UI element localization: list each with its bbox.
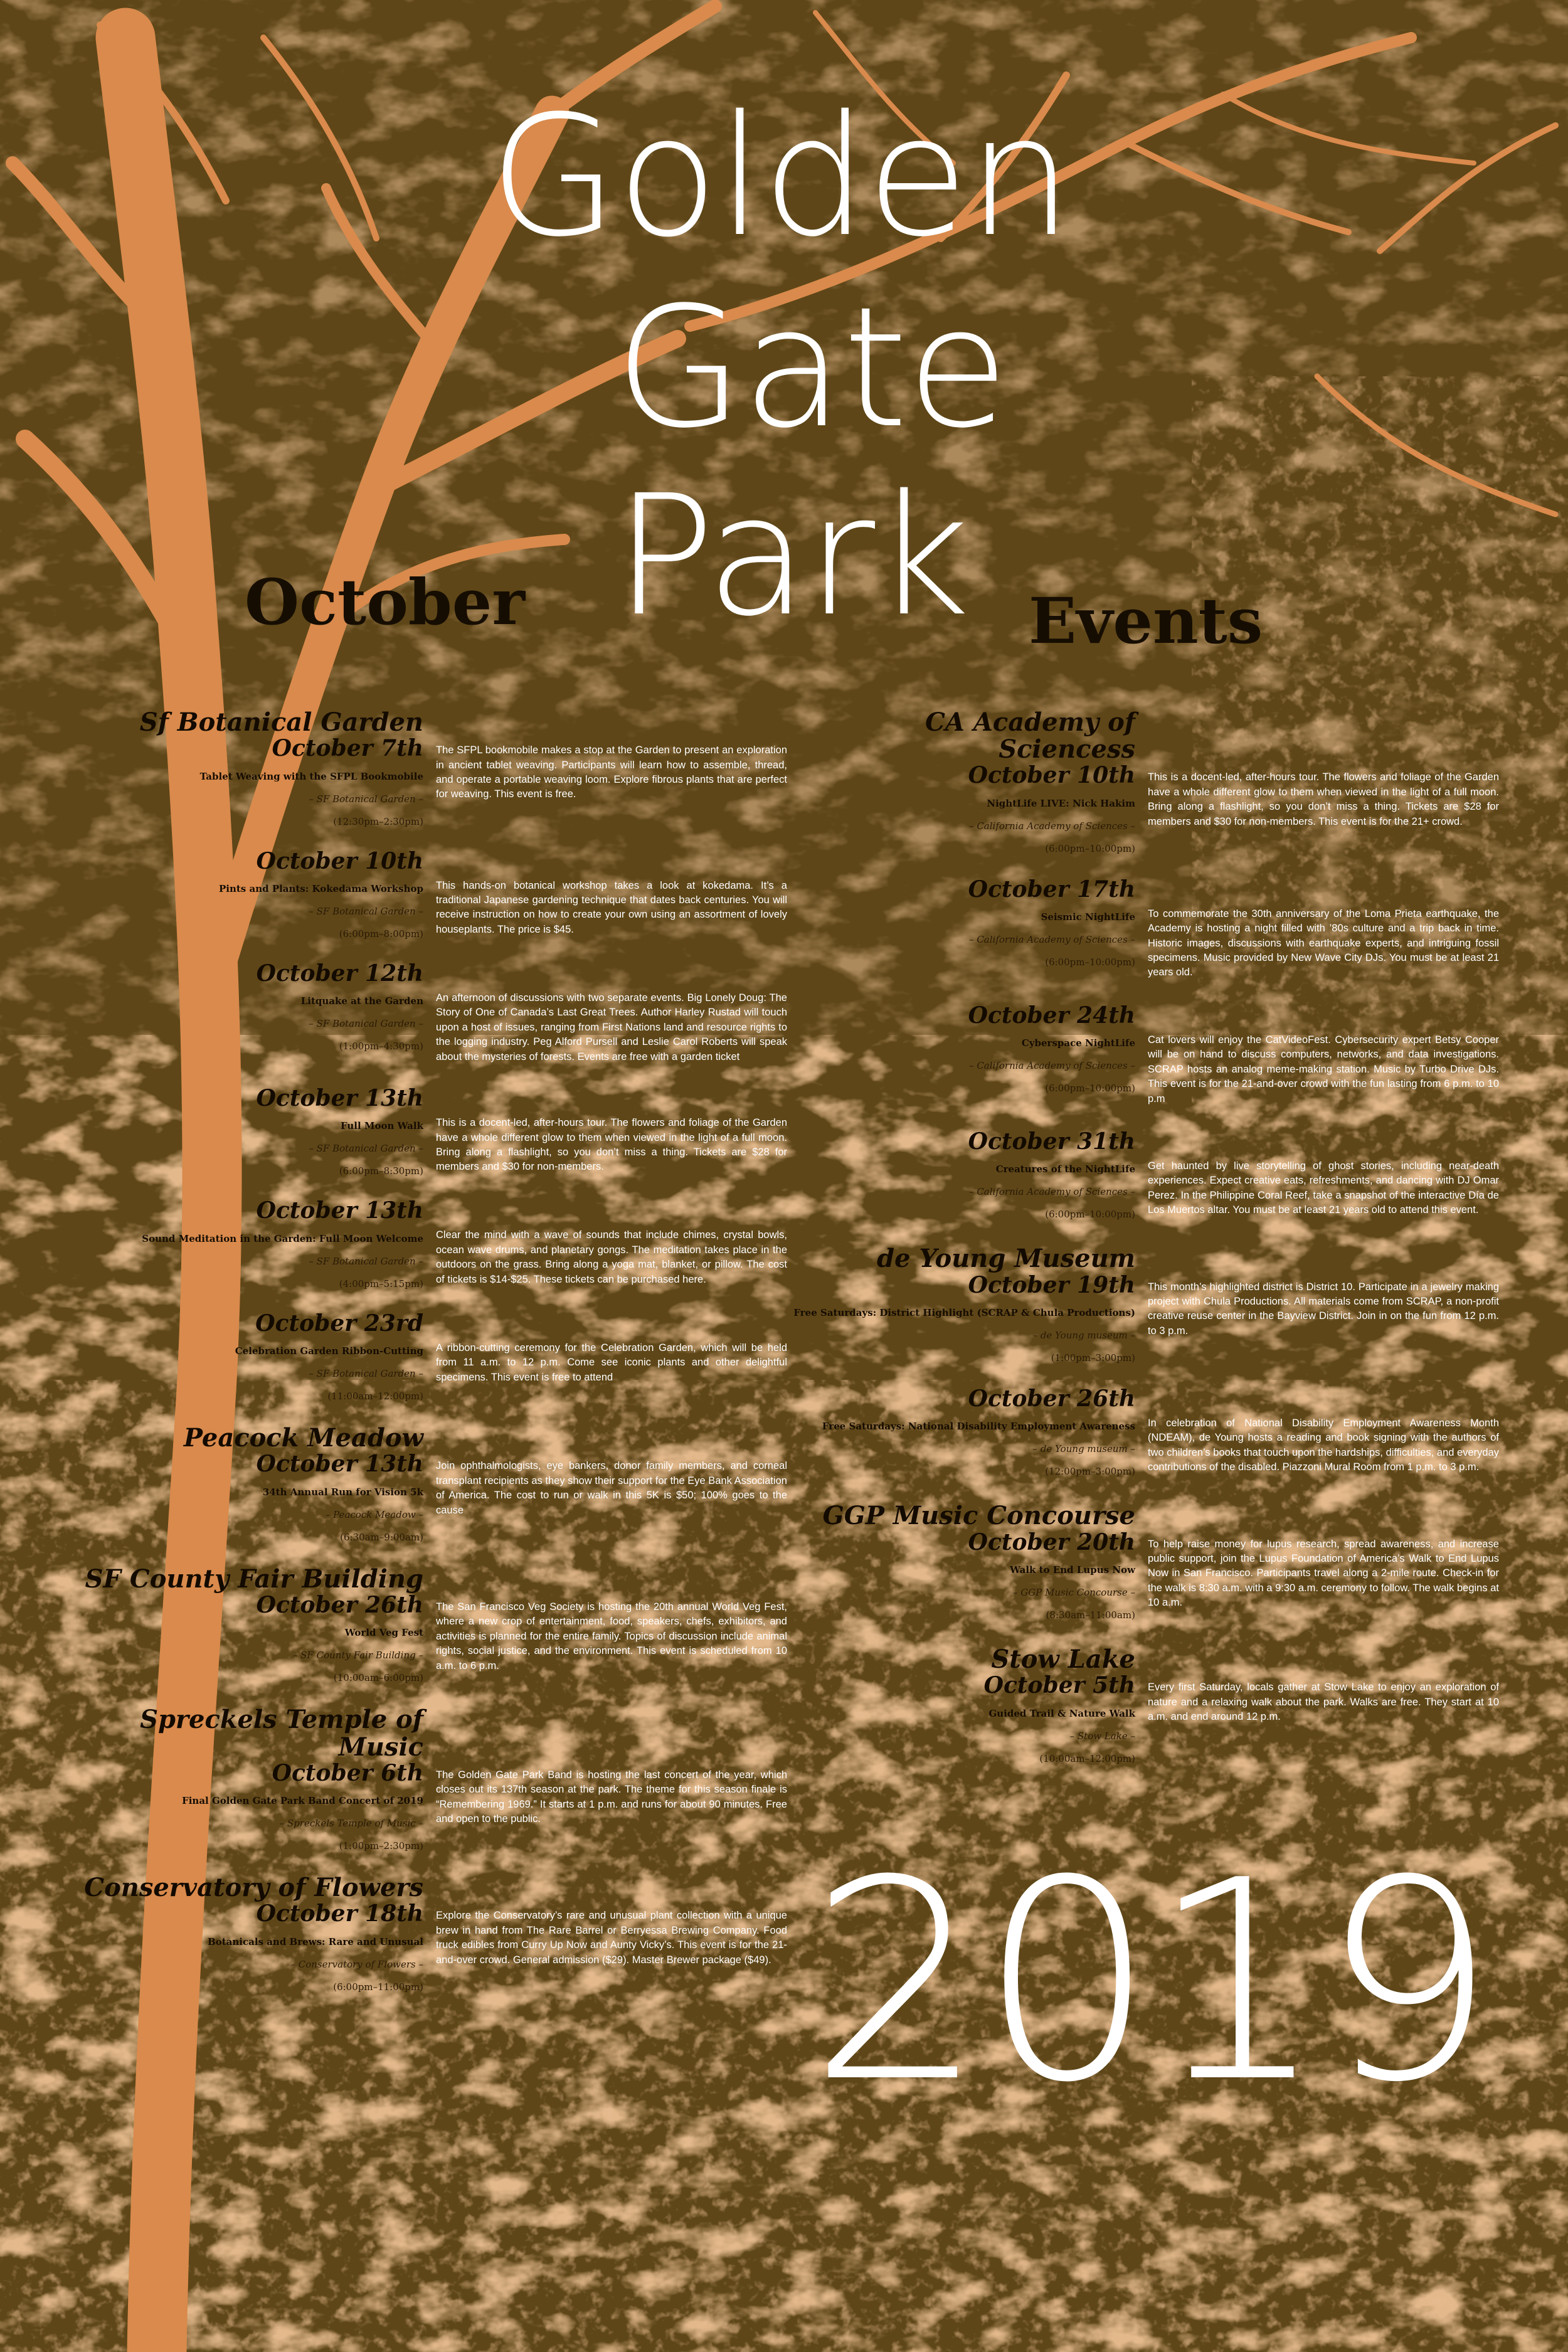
- venue-heading: CA Academy of Sciencess: [925, 707, 1135, 765]
- event-location: – California Academy of Sciences –: [969, 1060, 1135, 1072]
- event-name: Cyberspace NightLife: [1021, 1037, 1135, 1049]
- event-description: This month’s highlighted district is District 10. Participate in a jewelry making project with Chula Productions. All materials come from SCRAP, a non-profit creative reuse center in the Bayview District. Join in on the fun from 12 p.m. to 3 p.m.: [1148, 1281, 1499, 1337]
- year: 2019: [809, 1821, 1491, 2143]
- event-meta: [784, 1273, 1135, 1364]
- event-name: Celebration Garden Ribbon-Cutting: [235, 1345, 423, 1357]
- event-meta: [63, 961, 423, 1052]
- event-location: – SF Botanical Garden –: [309, 1018, 423, 1030]
- left-event-column: [63, 709, 790, 1993]
- event-entry: [784, 1003, 1505, 1106]
- event-name: 34th Annual Run for Vision 5k: [262, 1486, 423, 1498]
- event-entry: [63, 1311, 790, 1402]
- event-meta: [63, 1761, 423, 1851]
- event-time: (12:00pm–3:00pm): [1045, 1466, 1135, 1478]
- event-meta: [63, 849, 423, 940]
- event-entry: [63, 1901, 790, 1992]
- event-entry: [784, 1273, 1505, 1364]
- event-description: To commemorate the 30th anniversary of the Loma Prieta earthquake, the Academy is hosting a night filled with ’80s culture and a trip back in time. Historic images, discussions with earthquake experts, and intriguing fossil specimens. Music provided by New Wave City DJs. You must be at least 21 years old.: [1148, 908, 1499, 978]
- event-time: (6:00pm–10:00pm): [1045, 1209, 1135, 1221]
- subtitle-october: October: [245, 565, 526, 639]
- event-entry: [784, 877, 1505, 980]
- event-name: Free Saturdays: District Highlight (SCRAP & Chula Productions): [793, 1306, 1135, 1318]
- event-name: Full Moon Walk: [340, 1120, 423, 1132]
- event-time: (6:00pm–8:30pm): [339, 1165, 423, 1177]
- event-description: The San Francisco Veg Society is hosting the 20th annual World Veg Fest, where a new crop of entertainment, food, speakers, chefs, exhibitors, and activities is planned for the entire family. Topics of discussion include animal rights, social justice, and the environment. This event is scheduled from 10 a.m. to 6 p.m.: [436, 1601, 787, 1671]
- event-date: October 13th: [256, 1085, 423, 1112]
- event-date: October 18th: [256, 1900, 423, 1927]
- event-entry: [63, 736, 790, 827]
- event-description: This is a docent-led, after-hours tour. The flowers and foliage of the Garden have a whole different glow to them when viewed in the light of a full moon. Bring along a flashlight, so you don’t miss a thing. Tickets are $28 for members and $30 for non-members.: [436, 1117, 787, 1173]
- venue-heading: Sf Botanical Garden: [139, 707, 423, 737]
- event-date: October 13th: [256, 1451, 423, 1478]
- subtitle-events: Events: [1029, 584, 1263, 658]
- event-location: – California Academy of Sciences –: [969, 934, 1135, 946]
- event-description: Clear the mind with a wave of sounds that include chimes, crystal bowls, ocean wave drums, and planetary gongs. The meditation takes place in the outdoors on the grass. Bring along a yoga mat, blanket, or pillow. The cost of tickets is $14-$25. These tickets can be purchased here.: [436, 1229, 787, 1285]
- right-event-column: [784, 709, 1505, 1764]
- event-entry: [784, 1530, 1505, 1621]
- event-meta: [63, 1311, 423, 1402]
- event-name: Botanicals and Brews: Rare and Unusual: [208, 1936, 423, 1947]
- venue-section: [784, 1502, 1505, 1621]
- event-meta: [63, 1451, 423, 1542]
- event-description: Explore the Conservatory’s rare and unusual plant collection with a unique brew in hand from The Rare Barrel or Berryessa Brewing Company. Food truck edibles from Curry Up Now and Aunty Vicky’s. This event is for the 21-and-over crowd. General admission ($29). Master Brewer package ($49).: [436, 1910, 787, 1966]
- event-meta: [63, 736, 423, 827]
- venue-heading: Conservatory of Flowers: [84, 1873, 423, 1903]
- event-meta: [63, 1592, 423, 1683]
- event-location: – Peacock Meadow –: [325, 1508, 423, 1520]
- venue-section: [63, 1874, 790, 1993]
- event-date: October 13th: [256, 1197, 423, 1224]
- venue-heading: Stow Lake: [991, 1644, 1135, 1674]
- venue-heading: Peacock Meadow: [183, 1423, 423, 1453]
- event-date: October 24th: [968, 1002, 1135, 1029]
- event-location: – de Young museum –: [1032, 1329, 1135, 1341]
- event-meta: [63, 1086, 423, 1177]
- event-entry: [63, 1086, 790, 1177]
- event-location: – SF Botanical Garden –: [309, 1143, 423, 1155]
- event-time: (1:00pm–3:00pm): [1051, 1352, 1135, 1364]
- event-description: Cat lovers will enjoy the CatVideoFest. Cybersecurity expert Betsy Cooper will be on hand to discuss computers, networks, and data investigations. SCRAP hosts an analog meme-making station. Music by Turbo Drive DJs. This event is for the 21-and-over crowd with the fun lasting from 6 p.m. to 10 p.m: [1148, 1034, 1499, 1104]
- venue-section: [784, 709, 1505, 1220]
- event-date: October 26th: [968, 1385, 1135, 1412]
- event-meta: [63, 1198, 423, 1289]
- title-park: Park: [615, 460, 969, 653]
- event-name: World Veg Fest: [344, 1627, 423, 1639]
- event-date: October 26th: [256, 1592, 423, 1619]
- venue-heading: SF County Fair Building: [85, 1564, 423, 1594]
- event-name: NightLife LIVE: Nick Hakim: [987, 797, 1135, 809]
- event-date: October 12th: [256, 960, 423, 987]
- event-date: October 10th: [256, 847, 423, 874]
- venue-section: [784, 1245, 1505, 1477]
- event-date: October 20th: [968, 1528, 1135, 1555]
- event-time: (6:00pm–8:00pm): [339, 928, 423, 940]
- event-entry: [63, 849, 790, 940]
- event-location: – California Academy of Sciences –: [969, 1186, 1135, 1198]
- event-location: – California Academy of Sciences –: [969, 820, 1135, 832]
- event-time: (11:00am–12:00pm): [327, 1391, 423, 1402]
- event-entry: [63, 1592, 790, 1683]
- event-name: Creatures of the NightLife: [995, 1163, 1135, 1175]
- venue-section: [784, 1646, 1505, 1764]
- event-time: (6:00pm–11:00pm): [333, 1981, 423, 1993]
- event-location: – SF Botanical Garden –: [309, 1368, 423, 1380]
- event-date: October 7th: [272, 735, 423, 762]
- event-time: (10:00am–6:00pm): [333, 1672, 423, 1684]
- title-golden: Golden: [489, 80, 1072, 273]
- event-time: (6:00pm–10:00pm): [1045, 1083, 1135, 1094]
- event-time: (10:00am–12:00pm): [1039, 1752, 1135, 1764]
- event-description: The Golden Gate Park Band is hosting the last concert of the year, which closes out its 137th season at the park. The theme for this season finale is “Remembering 1969.” It starts at 1 p.m. and runs for about 90 minutes. Free and open to the public.: [436, 1769, 787, 1825]
- event-time: (6:30am–9:00am): [340, 1531, 423, 1543]
- event-entry: [63, 1451, 790, 1542]
- event-meta: [63, 1901, 423, 1992]
- event-date: October 5th: [983, 1672, 1135, 1699]
- event-meta: [784, 1673, 1135, 1764]
- event-time: (6:00pm–10:00pm): [1045, 842, 1135, 854]
- event-time: (1:00pm–4:30pm): [339, 1041, 423, 1052]
- event-location: – Spreckels Temple of Music –: [279, 1818, 423, 1830]
- event-entry: [63, 1198, 790, 1289]
- event-name: Seismic NightLife: [1041, 911, 1135, 923]
- event-description: Get haunted by live storytelling of ghost stories, including near-death experiences. Expect creative eats, refreshments, and dancing with DJ Omar Perez. In the Philippine Coral Reef, take a snapshot of the interactive Día de Los Muertos altar. You must be at least 21 years old to attend this event.: [1148, 1160, 1499, 1216]
- event-meta: [784, 1003, 1135, 1094]
- event-location: – GGP Music Concourse –: [1012, 1586, 1135, 1598]
- event-entry: [784, 1673, 1505, 1764]
- venue-section: [63, 709, 790, 1402]
- event-entry: [784, 763, 1505, 854]
- event-time: (8:30am–11:00am): [1046, 1609, 1135, 1621]
- event-name: Guided Trail & Nature Walk: [988, 1707, 1135, 1719]
- event-date: October 31th: [968, 1128, 1135, 1155]
- event-name: Free Saturdays: National Disability Employment Awareness: [822, 1421, 1135, 1433]
- venue-heading: Spreckels Temple of Music: [140, 1705, 423, 1762]
- event-name: Tablet Weaving with the SFPL Bookmobile: [199, 770, 423, 782]
- event-location: – Conservatory of Flowers –: [290, 1958, 423, 1970]
- event-description: Every first Saturday, locals gather at Stow Lake to enjoy an exploration of nature and a relaxing walk about the park. Walks are free. They start at 10 a.m. and end around 12 p.m.: [1148, 1682, 1499, 1722]
- event-date: October 10th: [968, 762, 1135, 789]
- event-description: To help raise money for lupus research, spread awareness, and increase public support, join the Lupus Foundation of America’s Walk to End Lupus Now in San Francisco. Participants travel along a 2-mile route. Check-in for the walk is 8:30 a.m. with a 9:30 a.m. ceremony to follow. The walk begins at 10 a.m.: [1148, 1538, 1499, 1609]
- event-name: Final Golden Gate Park Band Concert of 2019: [182, 1795, 423, 1807]
- event-meta: [784, 1129, 1135, 1220]
- event-location: – de Young museum –: [1032, 1443, 1135, 1455]
- event-entry: [63, 961, 790, 1064]
- event-description: In celebration of National Disability Employment Awareness Month (NDEAM), de Young hosts a reading and book signing with the authors of two children’s books that touch upon the hardships, difficulties, and everyday contributions of the disabled. Piazzoni Mural Room from 1 p.m. to 3 p.m.: [1148, 1417, 1499, 1473]
- event-time: (6:00pm–10:00pm): [1045, 956, 1135, 968]
- event-location: – SF County Fair Building –: [292, 1650, 423, 1661]
- event-name: Walk to End Lupus Now: [1010, 1564, 1135, 1576]
- event-date: October 23rd: [255, 1310, 423, 1337]
- event-meta: [784, 1530, 1135, 1621]
- event-entry: [784, 1129, 1505, 1220]
- event-location: – SF Botanical Garden –: [309, 905, 423, 917]
- event-name: Sound Meditation in the Garden: Full Moon Welcome: [142, 1232, 423, 1244]
- event-entry: [63, 1761, 790, 1851]
- event-description: Join ophthalmologists, eye bankers, donor family members, and corneal transplant recipients as they show their support for the Eye Bank Association of America. The cost to run or walk in this 5K is $50; 100% goes to the cause: [436, 1460, 787, 1516]
- event-date: October 19th: [968, 1271, 1135, 1298]
- venue-heading: de Young Museum: [877, 1244, 1135, 1274]
- venue-heading: GGP Music Concourse: [822, 1501, 1135, 1531]
- event-description: This is a docent-led, after-hours tour. The flowers and foliage of the Garden have a whole different glow to them when viewed in the light of a full moon. Bring along a flashlight, so you don’t miss a thing. Tickets are $28 for members and $30 for non-members. This event is for the 21+ crowd.: [1148, 771, 1499, 827]
- event-time: (4:00pm–5:15pm): [339, 1278, 423, 1290]
- event-meta: [784, 763, 1135, 854]
- venue-section: [63, 1424, 790, 1543]
- event-entry: [784, 1386, 1505, 1477]
- venue-section: [63, 1565, 790, 1684]
- event-description: The SFPL bookmobile makes a stop at the Garden to present an exploration in ancient tablet weaving. Participants will learn how to assemble, thread, and operate a portable weaving loom. Explore fibrous plants that are perfect for weaving. This event is free.: [436, 744, 787, 800]
- event-description: This hands-on botanical workshop takes a look at kokedama. It’s a traditional Japanese gardening technique that dates back centuries. You will receive instruction on how to create your own using an assortment of lovely houseplants. The price is $45.: [436, 879, 787, 935]
- event-name: Pints and Plants: Kokedama Workshop: [219, 882, 423, 894]
- event-time: (1:00pm–2:30pm): [339, 1840, 423, 1852]
- event-meta: [784, 1386, 1135, 1477]
- title-gate: Gate: [615, 272, 1008, 465]
- event-location: – SF Botanical Garden –: [309, 793, 423, 805]
- event-date: October 6th: [272, 1759, 423, 1786]
- event-time: (12:30pm–2:30pm): [333, 815, 423, 827]
- event-meta: [784, 877, 1135, 968]
- event-description: A ribbon-cutting ceremony for the Celebration Garden, which will be held from 11 a.m. to 12 p.m. Come see iconic plants and other delightful specimens. This event is free to attend: [436, 1342, 787, 1383]
- event-location: – SF Botanical Garden –: [309, 1255, 423, 1267]
- venue-section: [63, 1706, 790, 1851]
- event-description: An afternoon of discussions with two separate events. Big Lonely Doug: The Story of One of Canada’s Last Great Trees. Author Harley Rustad will touch upon a host of issues, ranging from First Nations land and resource rights to the logging industry. Peg Alford Pursell and Leslie Carol Roberts will speak about the mysteries of forests. Events are free with a garden ticket: [436, 992, 787, 1062]
- event-name: Litquake at the Garden: [300, 995, 423, 1007]
- event-date: October 17th: [968, 876, 1135, 903]
- event-location: – Stow Lake –: [1069, 1730, 1135, 1742]
